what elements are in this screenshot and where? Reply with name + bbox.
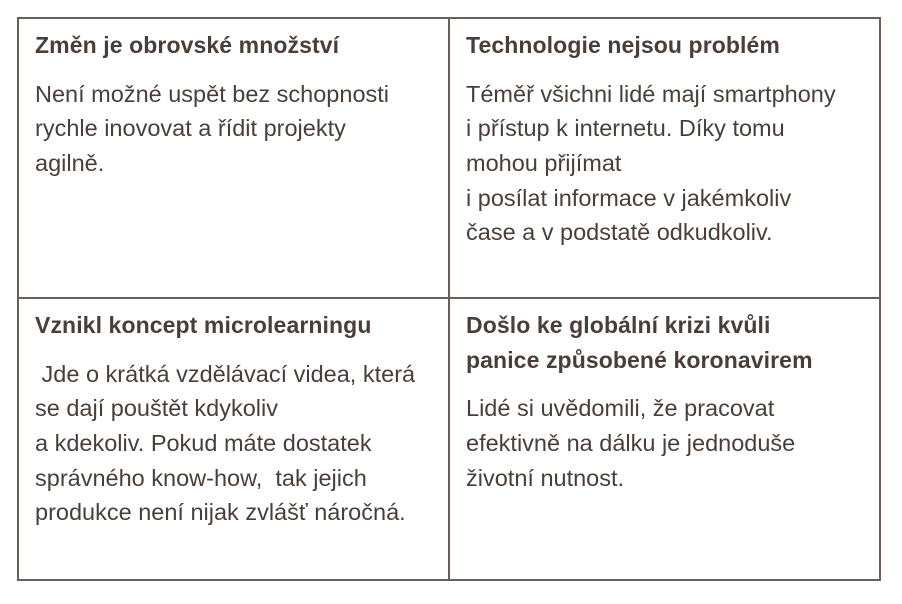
cell-body-line: Lidé si uvědomili, že pracovat [466, 395, 775, 422]
column-divider [448, 17, 450, 581]
cell-body-line: agilně. [35, 150, 105, 177]
cell-body-line: produkce není nijak zvlášť náročná. [35, 499, 406, 526]
cell-body-line: mohou přijímat [466, 150, 622, 177]
cell-body-line: životní nutnost. [466, 464, 625, 491]
cell-heading-line: Změn je obrovské množství [35, 32, 340, 58]
cell-heading-line: Došlo ke globální krizi kvůli [466, 312, 771, 338]
cell-body-line: čase a v podstatě odkudkoliv. [466, 219, 773, 246]
cell-body [466, 77, 871, 250]
cell-body-line: se dají pouštět kdykoliv [35, 395, 278, 422]
cell-body-line: Téměř všichni lidé mají smartphony [466, 80, 836, 107]
cell-body-line: rychle inovovat a řídit projekty [35, 115, 346, 142]
table-cell-top-left [35, 28, 440, 181]
cell-heading [466, 308, 871, 377]
cell-body-line: správného know-how, tak jejich [35, 464, 367, 491]
cell-body-line: i posílat informace v jakémkoliv [466, 184, 792, 211]
cell-body-line: Není možné uspět bez schopnosti [35, 80, 390, 107]
cell-body-line: i přístup k internetu. Díky tomu [466, 115, 785, 142]
cell-body-line: a kdekoliv. Pokud máte dostatek [35, 430, 372, 457]
table-cell-bottom-right [466, 308, 871, 495]
cell-heading-line: panice způsobené koronavirem [466, 346, 813, 373]
row-divider [17, 297, 881, 299]
cell-body-line: Jde o krátká vzdělávací videa, která [35, 360, 416, 387]
cell-heading-line: Technologie nejsou problém [466, 32, 780, 58]
table-cell-top-right [466, 28, 871, 250]
cell-heading-line: Vznikl koncept microlearningu [35, 312, 372, 338]
cell-heading [466, 28, 871, 63]
cell-body [35, 77, 440, 181]
cell-heading [35, 308, 440, 343]
cell-body-line: efektivně na dálku je jednoduše [466, 430, 796, 457]
cell-body [466, 391, 871, 495]
cell-heading [35, 28, 440, 63]
cell-body [35, 357, 440, 530]
table-cell-bottom-left [35, 308, 440, 530]
